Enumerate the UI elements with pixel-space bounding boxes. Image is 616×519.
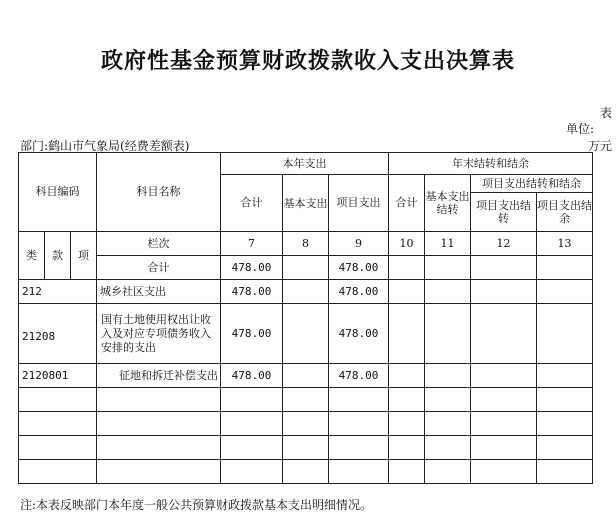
row-code: 2120801 [19,364,97,388]
footnote: 注:本表反映部门本年度一般公共预算财政拨款基本支出明细情况。 [20,498,373,512]
row-name: 国有土地使用权出让收入及对应专项债务收入安排的支出 [97,304,221,364]
unit-label: 单位: [565,122,594,136]
header-total: 合计 [221,175,283,232]
row-project: 478.00 [329,280,389,304]
header-project-carry: 项目支出结转 [471,193,537,232]
col-number: 10 [389,232,425,256]
col-number: 11 [425,232,471,256]
header-project-group: 项目支出结转和结余 [471,175,593,193]
department-label: 部门:鹤山市气象局(经费差额表) [20,139,190,153]
header-lei: 类 [19,232,45,280]
budget-table [18,152,593,484]
header-lanci: 栏次 [97,232,221,256]
table-row [19,304,593,364]
col-number: 7 [221,232,283,256]
header-current-year: 本年支出 [221,153,389,175]
row-total: 478.00 [221,280,283,304]
row-name: 城乡社区支出 [97,280,221,304]
header-xiang: 项 [71,232,97,280]
header-year-end: 年末结转和结余 [389,153,593,175]
header-project-balance: 项目支出结余 [537,193,593,232]
header-code: 科目编码 [19,153,97,232]
total-project-value: 478.00 [329,256,389,280]
col-number: 9 [329,232,389,256]
empty-row [19,412,593,436]
empty-row [19,460,593,484]
empty-row [19,436,593,460]
table-row [19,364,593,388]
header-basic-carry: 基本支出结转 [425,175,471,232]
row-name: 征地和拆迁补偿支出 [97,364,221,388]
header-kuan: 款 [45,232,71,280]
row-project: 478.00 [329,364,389,388]
header-name: 科目名称 [97,153,221,232]
table-marker: 表 [599,106,612,120]
row-code: 21208 [19,304,97,364]
unit-value: 万元 [587,139,612,153]
row-code: 212 [19,280,97,304]
row-total: 478.00 [221,304,283,364]
col-number: 8 [283,232,329,256]
empty-row [19,388,593,412]
header-project: 项目支出 [329,175,389,232]
total-value: 478.00 [221,256,283,280]
total-label: 合计 [97,256,221,280]
col-number: 12 [471,232,537,256]
header-basic: 基本支出 [283,175,329,232]
total-row [19,256,593,280]
report-title: 政府性基金预算财政拨款收入支出决算表 [100,49,515,74]
header-total2: 合计 [389,175,425,232]
table-row [19,280,593,304]
col-number: 13 [537,232,593,256]
row-total: 478.00 [221,364,283,388]
row-project: 478.00 [329,304,389,364]
